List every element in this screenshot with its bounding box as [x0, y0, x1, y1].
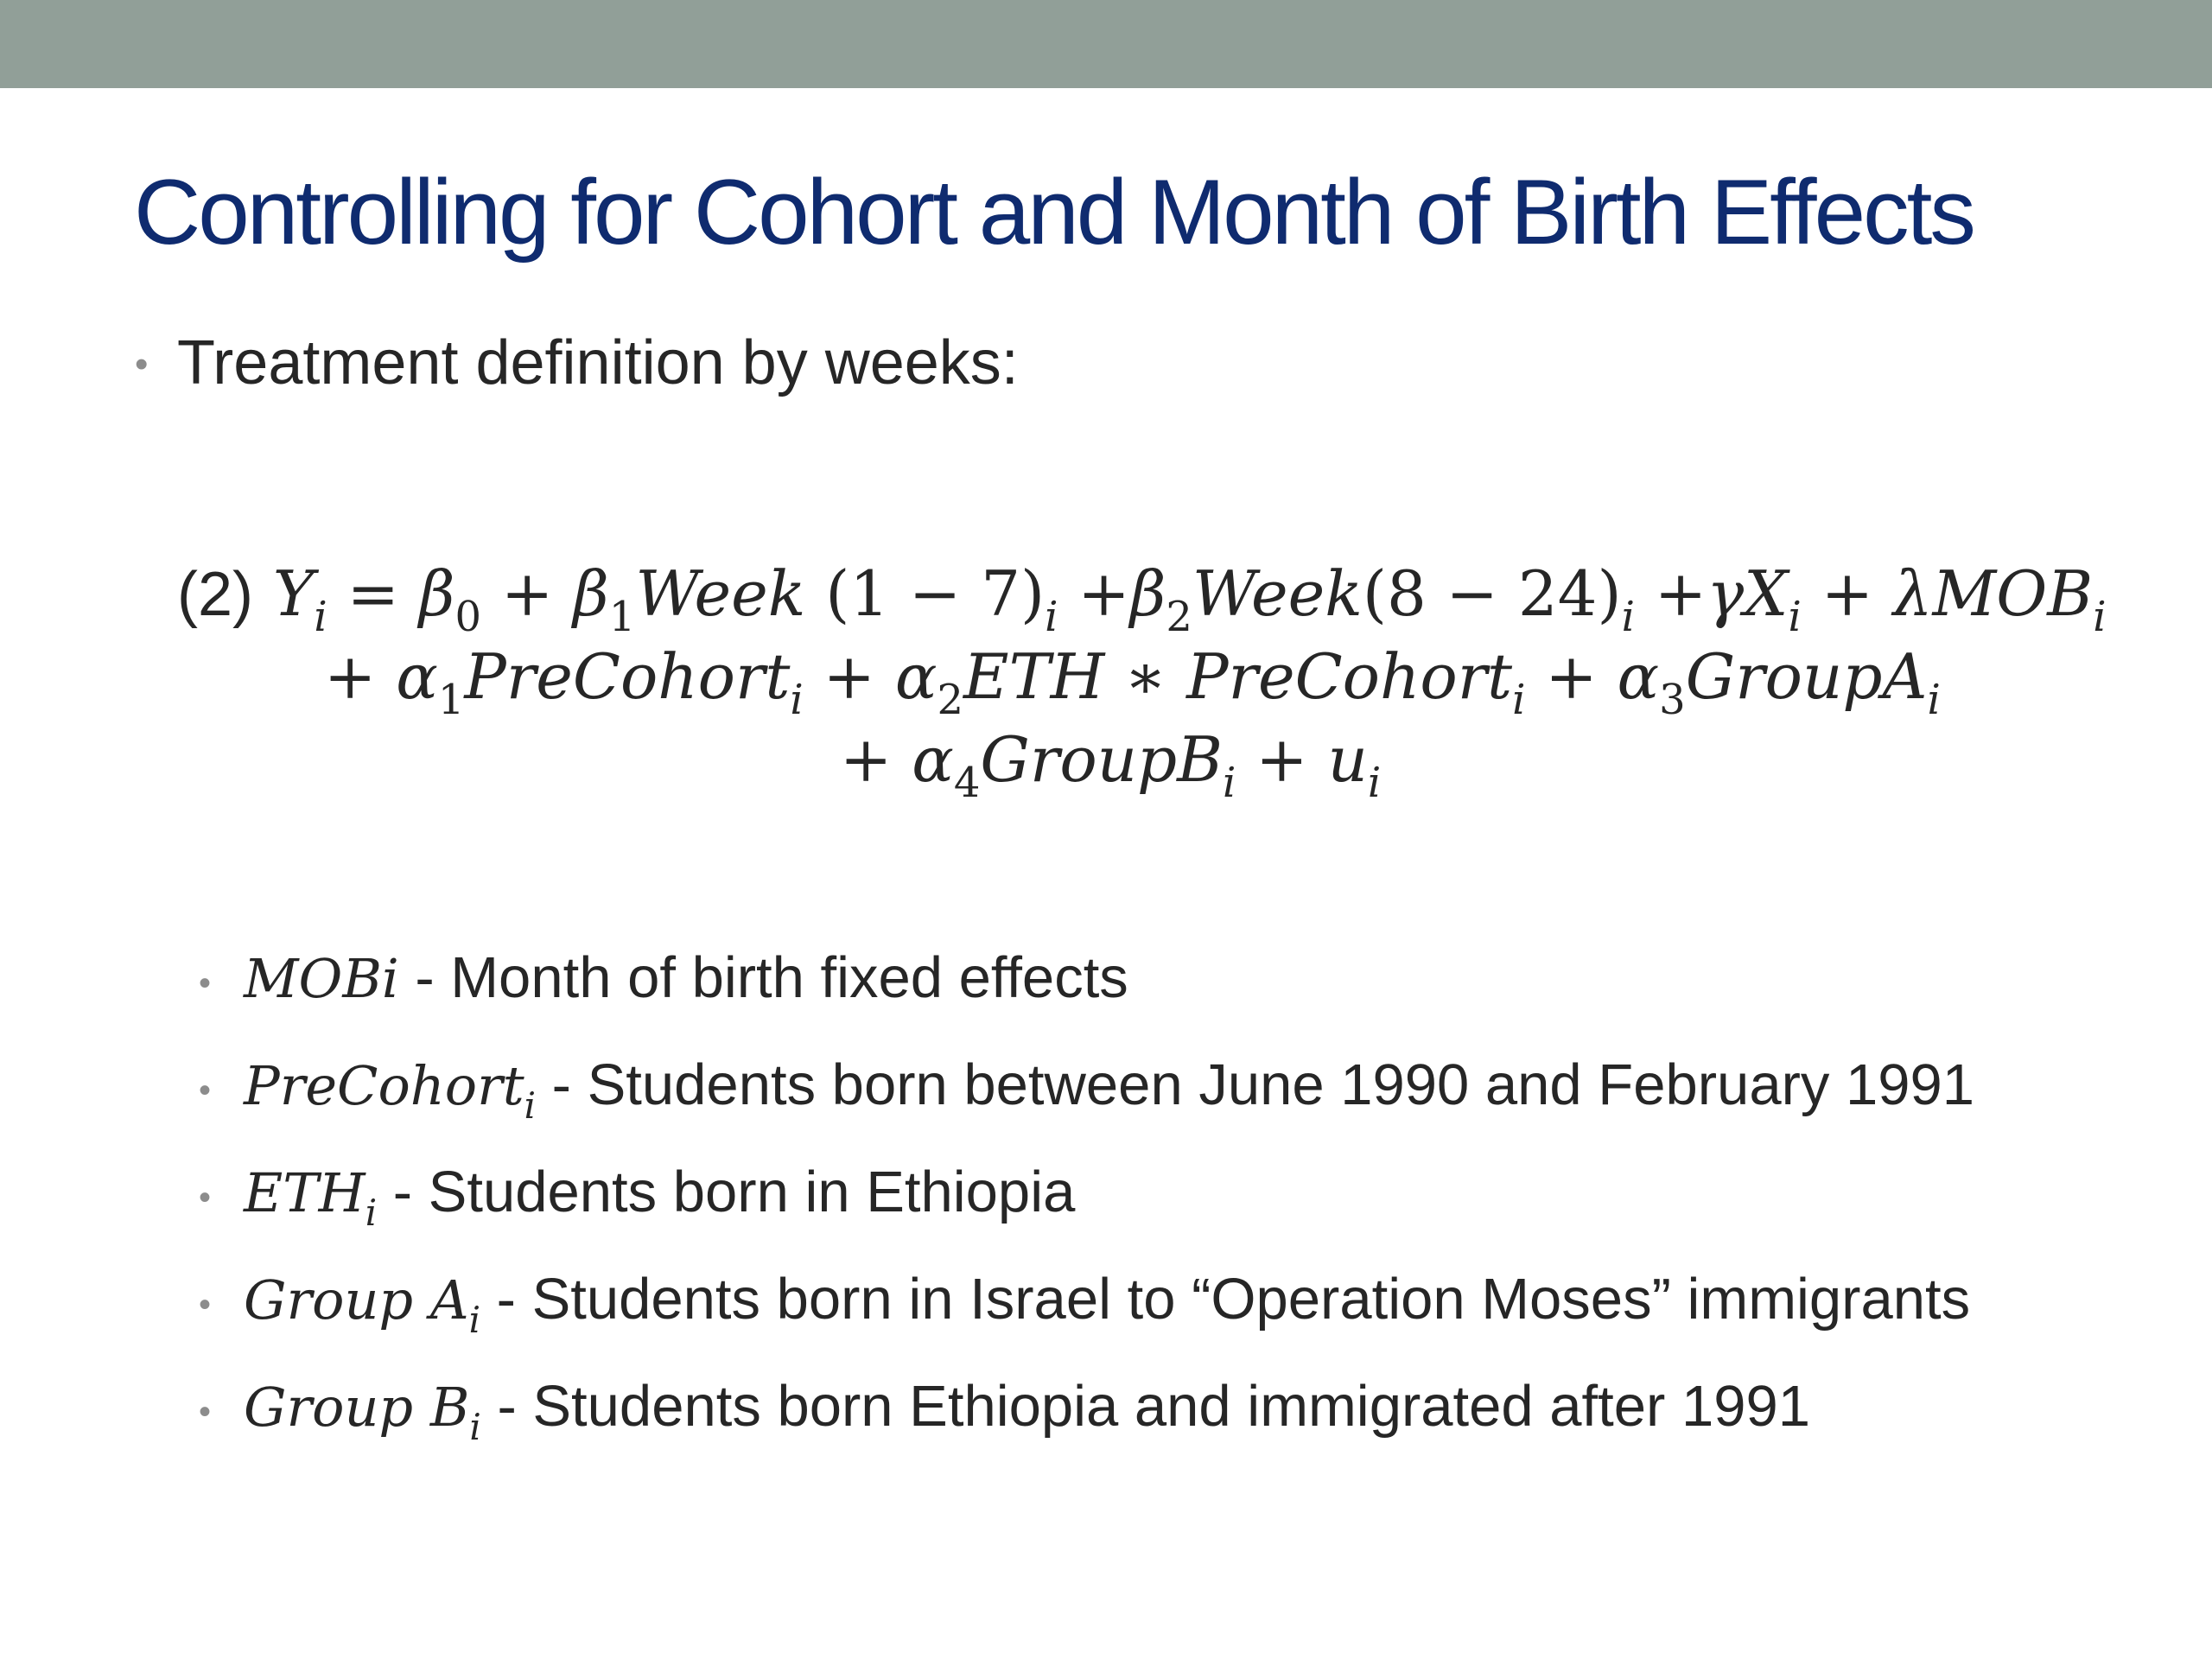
equation-line-3: + $\alpha_4GroupB_i + u_i$ — [840, 723, 1382, 807]
bullet-icon: • — [135, 343, 149, 385]
definition-eth: $ETH_i$ - Students born in Ethiopia — [244, 1160, 1076, 1234]
bullet-icon: • — [199, 1393, 212, 1431]
main-bullet-text: Treatment definition by weeks: — [177, 328, 1019, 397]
equation-line-2: + $\alpha_1PreCohort_i + \alpha_2ETH$ ∗ PreCohort$_i$ + $\alpha_3GroupA_i$ — [324, 640, 1941, 724]
definition-group-b: Group $B_i$ - Students born Ethiopia and immigrated after 1991 — [244, 1374, 1811, 1448]
bullet-icon: • — [199, 1071, 212, 1109]
top-band — [0, 0, 2212, 88]
definition-precohort: PreCohort$_i$ - Students born between June 1990 and February 1991 — [244, 1052, 1975, 1127]
bullet-icon: • — [199, 1179, 212, 1217]
equation-line-1: (2) $Y_i = \beta_0$ + $\beta_1Week$ $(1 - 7)_i$ $+\beta_2Week(8 - 24)_i +\gamma X_i + \lambda MOB_i$ — [177, 557, 2107, 641]
bullet-icon: • — [199, 1286, 212, 1324]
slide-title: Controlling for Cohort and Month of Birth Effects — [134, 160, 1974, 264]
equation-label: (2) — [177, 560, 253, 629]
definition-group-a: Group $A_i$ - Students born in Israel to “Operation Moses” immigrants — [244, 1267, 1971, 1341]
bullet-icon: • — [199, 964, 212, 1002]
definition-mob: MOBi - Month of birth fixed effects — [244, 945, 1128, 1010]
